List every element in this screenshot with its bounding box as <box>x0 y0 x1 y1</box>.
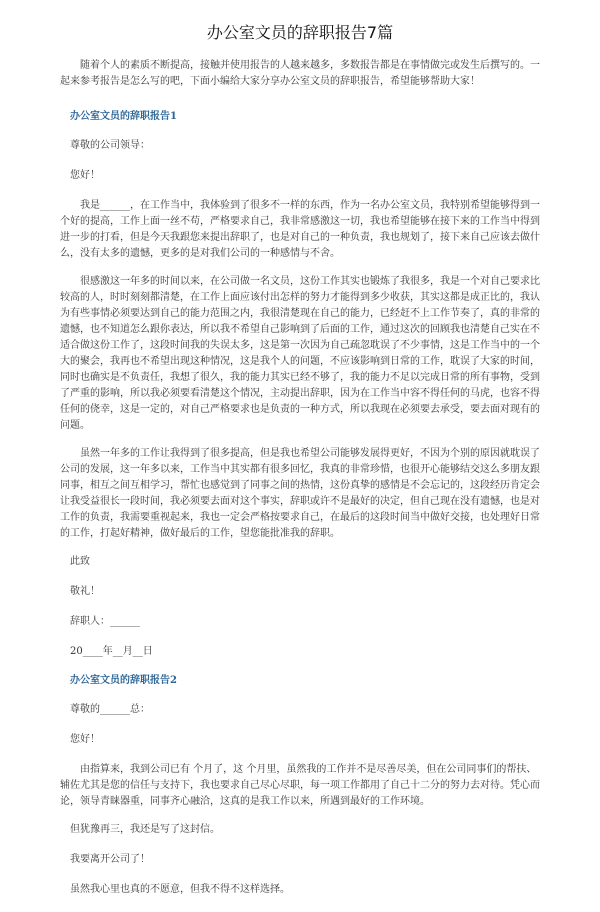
body-paragraph: 很感激这一年多的时间以来，在公司做一名文员，这份工作其实也锻炼了我很多，我是一个对自己要求比较高的人，时时刻刻都清楚，在工作上面应该付出怎样的努力才能得到多少收获，其实这都是成正比的，我认为有些事情必须要达到自己的能力范围之内，我很清楚现在自己的能力，已经赶不上工作节奏了，真的非常的遗憾，也不知道怎么跟你表达，所以我不希望自己影响到了后面的工作，通过这次的回顾我也清楚自己实在不适合做这份工作了，这段时间我的失误太多，这是第一次因为自己疏忽耽误了不少事情，这是工作当中的一个大的聚会，我再也不希望出现这种情况，这是我个人的问题，不应该影响到日常的工作，耽误了大家的时间，同时也确实是不负责任，我想了很久，我的能力其实已经不够了，我的能力不足以完成日常的所有事物，受到了严重的影响，所以我必须要看清楚这个情况，主动提出辞职，因为在工作当中容不得任何的马虎，也容不得任何的侥幸，这是一定的，对自己严格要求也是负责的一种方式，所以我现在必须要去承受，要去面对现有的问题。 <box>60 276 540 431</box>
date-line: 20____年__月__日 <box>70 646 153 657</box>
section-heading-2: 办公室文员的辞职报告2 <box>70 675 177 686</box>
body-paragraph: 虽然一年多的工作让我得到了很多提高，但是我也希望公司能够发展得更好，不因为个别的原因就耽误了公司的发展，这一年多以来，工作当中其实都有很多回忆，我真的非常珍惜，也很开心能够结交这么多朋友跟同事，相互之间互相学习，帮忙也感觉到了同事之间的热情，这份真挚的感情是不会忘记的，这段经历肯定会让我受益很长一段时间，我必须要去面对这个事实，辞职或许不是最好的决定，但自己现在没有遗憾，也是对工作的负责，我需要重视起来，我也一定会严格按要求自己，在最后的这段时间当中做好交接，也处理好日常的工作，打起好精神，做好最后的工作，望您能批准我的辞职。 <box>60 448 540 539</box>
body-line: 虽然我心里也真的不愿意，但我不得不这样选择。 <box>70 884 290 895</box>
closing-line: 此致 <box>70 556 90 567</box>
salutation: 尊敬的______总： <box>70 704 150 715</box>
greeting: 您好！ <box>70 170 100 181</box>
greeting: 您好！ <box>70 734 100 745</box>
body-line: 我要离开公司了！ <box>70 854 150 865</box>
body-paragraph: 我是______，在工作当中，我体验到了很多不一样的东西，作为一名办公室文员，我特别希望能够得到一个好的提高，工作上面一丝不苟，严格要求自己，我非常感激这一切，我也希望能够在接下来的工作当中得到进一步的打看，但是今天我跟您来提出辞职了，也是对自己的一种负责，我也规划了，接下来自己应该去做什么，没有太多的遗憾，更多的是对我们公司的一种感情与不舍。 <box>60 200 540 259</box>
section-heading-1: 办公室文员的辞职报告1 <box>70 111 177 122</box>
document-body <box>60 58 546 912</box>
salutation: 尊敬的公司领导： <box>70 140 150 151</box>
body-line: 但犹豫再三，我还是写了这封信。 <box>70 824 220 835</box>
closing-regards: 敬礼！ <box>70 586 100 597</box>
intro-paragraph: 随着个人的素质不断提高，接触并使用报告的人越来越多，多数报告都是在事情做完或发生后撰写的。一起来参考报告是怎么写的吧，下面小编给大家分享办公室文员的辞职报告，希望能够帮助大家！ <box>60 60 540 87</box>
document-title: 办公室文员的辞职报告7篇 <box>206 23 394 42</box>
signer-line: 辞职人：______ <box>70 616 140 627</box>
body-paragraph: 由指算来，我到公司已有 个月了，这 个月里，虽然我的工作并不是尽善尽美，但在公司同事们的帮扶、辅佐尤其是您的信任与支持下，我也要求自己尽心尽职，每一项工作都用了自己十二分的努力去对待。凭心而论，领导青睐器重，同事齐心融洽，这真的是我工作以来，所遇到最好的工作环境。 <box>60 764 540 807</box>
